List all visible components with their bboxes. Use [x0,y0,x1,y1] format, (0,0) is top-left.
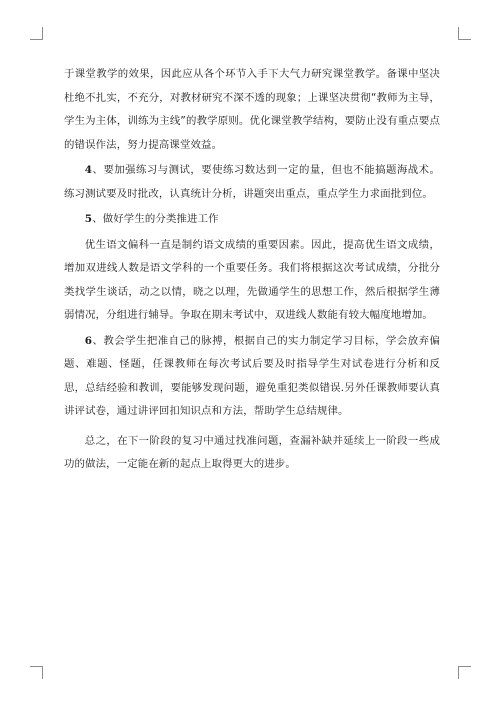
document-body [64,63,440,477]
corner-mark-top-right [458,27,471,40]
paragraph-summary: 总之，在下一阶段的复习中通过找准问题，查漏补缺并延续上一阶段一些成功的做法，一定能在新的起点上取得更大的进步。 [64,434,440,470]
paragraph-item-4 [64,159,440,206]
paragraph-text: 、教会学生把准自己的脉搏，根据自己的实力制定学习目标，学会放弃偏题、难题、怪题，任课教师在每次考试后要及时指导学生对试卷进行分析和反思，总结经验和教训，要能够发现问题，避免重犯类似错误.另外任课教师要认真讲评试卷，通过讲评回扣知识点和方法，帮助学生总结规律。 [64,334,440,417]
corner-mark-bottom-left [30,666,43,679]
item-number: 4 [84,164,93,176]
item-number: 6 [84,334,93,347]
paragraph-item-6 [64,330,440,424]
paragraph-item-5-heading [64,208,440,232]
paragraph-text: 、要加强练习与测试，要使练习数达到一定的量，但也不能搞题海战术。练习测试要及时批改，认真统计分析，讲题突出重点，重点学生力求面批到位。 [64,164,440,200]
paragraph-text: 、做好学生的分类推进工作 [92,213,219,225]
corner-mark-bottom-right [458,666,471,679]
corner-mark-top-left [30,27,43,40]
item-number: 5 [84,213,93,225]
paragraph-classroom-teaching: 于课堂教学的效果，因此应从各个环节入手下大气力研究课堂教学。备课中坚决杜绝不扎实，不充分，对教材研究不深不透的现象；上课坚决贯彻“教师为主导，学生为主体，训练为主线”的教学原则。优化课堂教学结构，要防止没有重点要点的错误作法，努力提高课堂效益。 [64,68,440,151]
paragraph-top-students: 优生语文偏科一直是制约语文成绩的重要因素。因此，提高优生语文成绩，增加双进线人数是语文学科的一个重要任务。我们将根据这次考试成绩，分批分类找学生谈话，动之以情，晓之以理，先做通学生的思想工作，然后根据学生薄弱情况，分组进行辅导。争取在期末考试中，双进线人数能有较大幅度地增加。 [64,238,440,321]
